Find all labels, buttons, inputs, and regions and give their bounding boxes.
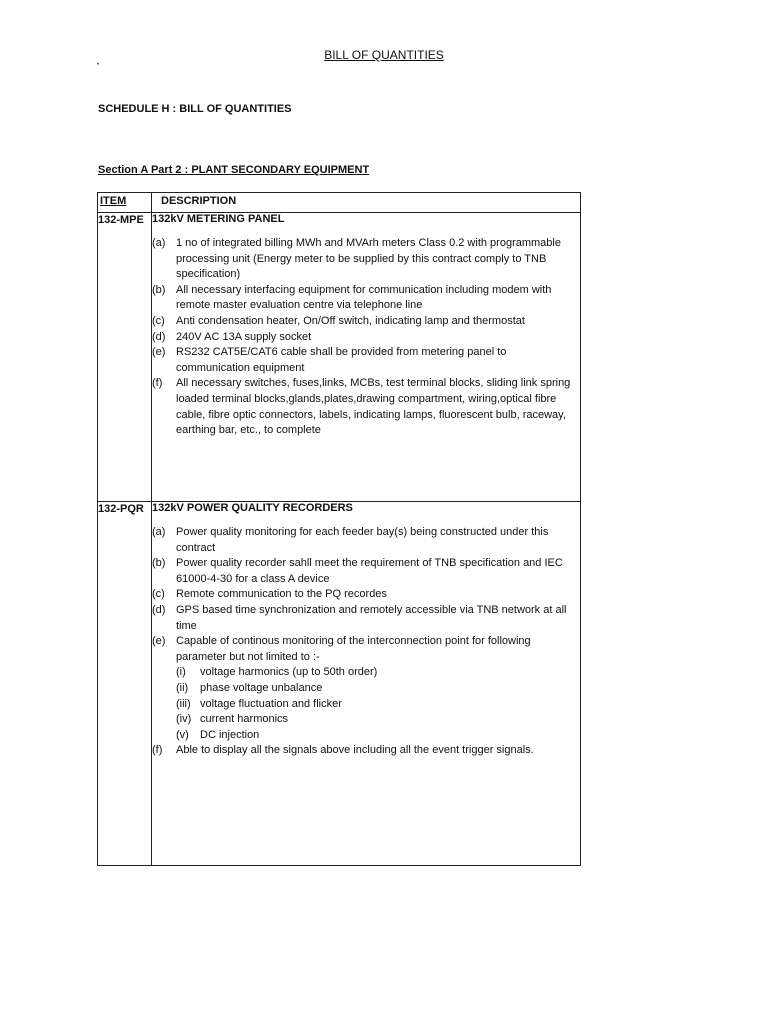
list-item: (f) Able to display all the signals above including all the event trigger signals. xyxy=(152,744,534,757)
table-header-row xyxy=(98,193,581,213)
item-description xyxy=(152,213,581,502)
table-row xyxy=(98,213,581,502)
list-item: (a) 1 no of integrated billing MWh and MVArh meters Class 0.2 with programmable processing unit (Energy meter to be supplied by this contract comply to TNB specification) xyxy=(152,237,561,281)
sublist-item: (ii) phase voltage unbalance xyxy=(176,681,323,694)
table-row xyxy=(98,502,581,866)
description-column-header: DESCRIPTION xyxy=(152,193,581,213)
document-title: BILL OF QUANTITIES xyxy=(324,48,444,62)
item-column-header: ITEM xyxy=(98,193,152,213)
scan-mark: • xyxy=(97,62,100,68)
bill-of-quantities-table xyxy=(97,192,581,866)
item-title: 132kV METERING PANEL xyxy=(152,213,285,225)
spec-list xyxy=(152,236,580,439)
sublist-item: (i) voltage harmonics (up to 50th order) xyxy=(176,666,378,679)
list-item: (a) Power quality monitoring for each feeder bay(s) being constructed under this contract xyxy=(152,526,549,554)
schedule-heading: SCHEDULE H : BILL OF QUANTITIES xyxy=(98,103,292,115)
list-item: (e) RS232 CAT5E/CAT6 cable shall be provided from metering panel to communication equipment xyxy=(152,346,507,374)
item-title: 132kV POWER QUALITY RECORDERS xyxy=(152,502,353,514)
list-item: (f) All necessary switches, fuses,links, MCBs, test terminal blocks, sliding link spring loaded terminal blocks,glands,plates,drawing compartment, wiring,optical fibre cable, fibre optic connectors, labels, indicating lamps, fluorescent bulb, raceway, earthing bar, etc., to complete xyxy=(152,377,571,437)
list-item: (b) Power quality recorder sahll meet the requirement of TNB specification and IEC 61000-4-30 for a class A device xyxy=(152,557,563,585)
list-item: (c) Anti condensation heater, On/Off switch, indicating lamp and thermostat xyxy=(152,314,525,327)
item-code: 132-PQR xyxy=(98,502,152,866)
item-code: 132-MPE xyxy=(98,213,152,502)
list-item: (c) Remote communication to the PQ recordes xyxy=(152,588,387,601)
list-item: (e) Capable of continous monitoring of the interconnection point for following parameter but not limited to :- (i) voltage harmonics (up to 50th order) (ii) phase voltage unbalance (iii) voltage fluctuation and flicker (iv) current harmonics (v) DC injection xyxy=(152,634,580,743)
sublist-item: (v) DC injection xyxy=(176,728,260,741)
list-item: (b) All necessary interfacing equipment for communication including modem with remote master evaluation centre via telephone line xyxy=(152,283,552,312)
sublist-item: (iii) voltage fluctuation and flicker xyxy=(176,697,342,710)
sublist-item: (iv) current harmonics xyxy=(176,713,289,726)
spec-list xyxy=(152,525,580,759)
list-item: (d) GPS based time synchronization and remotely accessible via TNB network at all time xyxy=(152,603,567,632)
item-description xyxy=(152,502,581,866)
parameter-sublist xyxy=(176,665,580,743)
list-item: (d) 240V AC 13A supply socket xyxy=(152,330,312,343)
section-heading: Section A Part 2 : PLANT SECONDARY EQUIPMENT xyxy=(98,164,370,176)
